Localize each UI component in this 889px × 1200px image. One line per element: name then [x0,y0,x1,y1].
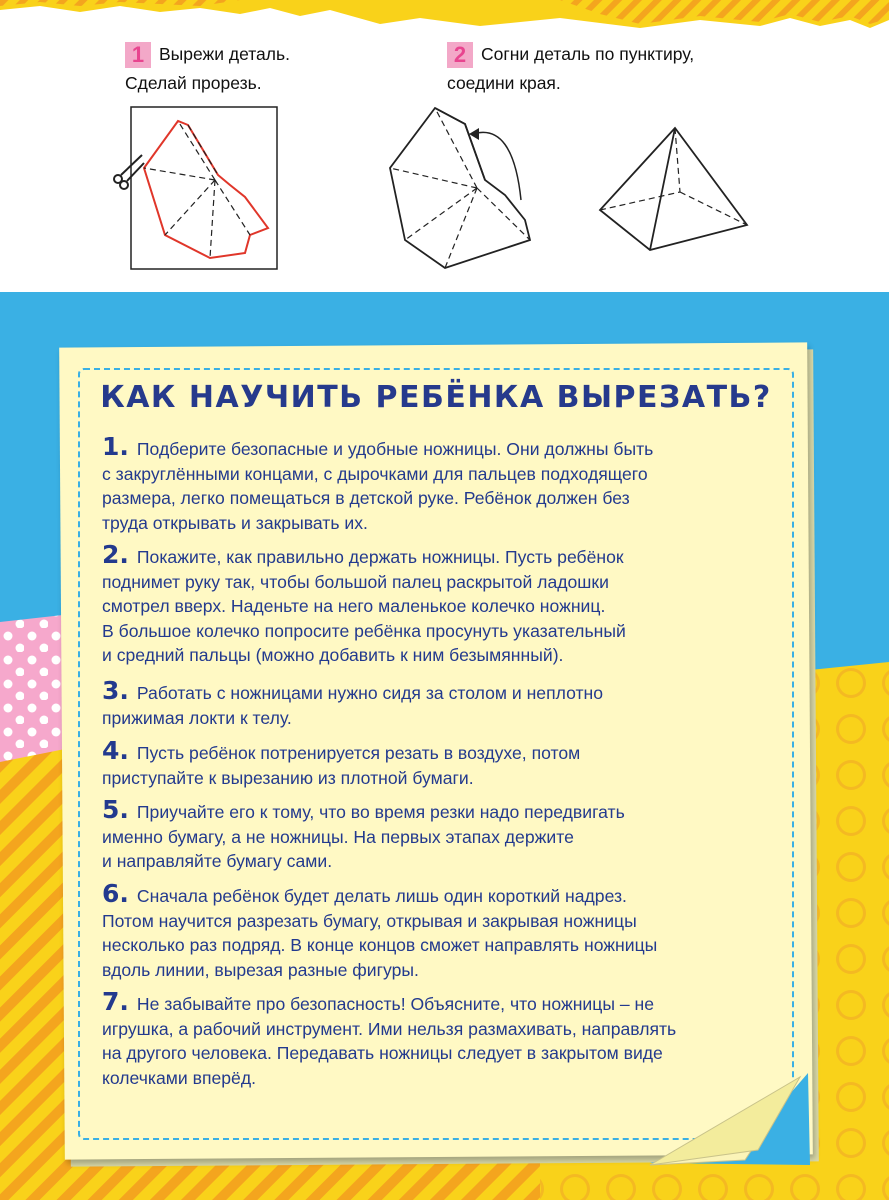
pyramid-diagram [595,120,755,255]
item-line: с закруглёнными концами, с дырочками для пальцев подходящего [102,463,648,484]
step-2-line-2: соедини края. [447,73,561,93]
item-line: Пусть ребёнок потренируется резать в воздухе, потом [136,743,581,763]
item-line: труда открывать и закрывать их. [102,512,368,533]
folding-diagram [385,100,555,275]
step-2-badge: 2 [447,42,473,68]
item-number: 3. [102,676,129,705]
list-item [102,540,782,668]
item-line: Работать с ножницами нужно сидя за столом и неплотно [136,683,604,703]
item-line: поднимет руку так, чтобы большой палец раскрытой ладошки [102,571,609,592]
item-number: 4. [102,736,129,765]
item-line: колечками вперёд. [102,1067,256,1088]
item-line: Не забывайте про безопасность! Объясните, что ножницы – не [136,994,655,1014]
step-1-badge: 1 [125,42,151,68]
item-line: на другого человека. Передавать ножницы следует в закрытом виде [102,1043,663,1063]
item-line: приступайте к вырезанию из плотной бумаги. [102,767,474,788]
item-line: Покажите, как правильно держать ножницы. Пусть ребёнок [136,547,624,567]
item-line: и средний пальцы (можно добавить к ним безымянный). [102,645,564,665]
item-line: игрушка, а рабочий инструмент. Ими нельзя размахивать, направлять [102,1018,677,1039]
step-2-line-1: Согни деталь по пунктиру, [481,44,695,64]
item-line: Приучайте его к тому, что во время резки надо передвигать [136,802,625,822]
list-item [102,432,782,535]
item-number: 2. [102,540,129,569]
item-line: Потом научится разрезать бумагу, открывая и закрывая ножницы [102,910,637,931]
list-item [102,736,782,790]
cutout-template-diagram [110,105,285,275]
top-decorative-strip [0,0,889,32]
list-item [102,879,782,982]
step-1-instruction [125,40,425,98]
item-number: 6. [102,879,129,908]
item-line: вдоль линии, вырезая разные фигуры. [102,959,419,980]
list-item [102,987,782,1090]
step-1-line-2: Сделай прорезь. [125,73,262,93]
item-line: несколько раз подряд. В конце концов сможет направлять ножницы [102,935,658,955]
item-line: именно бумагу, а не ножницы. На первых этапах держите [102,826,574,847]
step-2-instruction [447,40,787,98]
item-line: В большое колечко попросите ребёнка просунуть указательный [102,620,626,641]
item-line: размера, легко помещаться в детской руке. Ребёнок должен без [102,488,630,508]
item-line: смотрел вверх. Наденьте на него маленькое колечко ножниц. [102,596,606,616]
item-line: Подберите безопасные и удобные ножницы. Они должны быть [136,439,654,459]
list-item [102,676,782,730]
item-line: Сначала ребёнок будет делать лишь один короткий надрез. [136,886,627,906]
step-1-line-1: Вырежи деталь. [159,44,290,64]
item-line: прижимая локти к телу. [102,707,292,728]
item-number: 7. [102,987,129,1016]
item-line: и направляйте бумагу сами. [102,851,333,871]
item-number: 1. [102,432,129,461]
list-item [102,795,782,874]
card-title: КАК НАУЧИТЬ РЕБЁНКА ВЫРЕЗАТЬ? [100,380,772,415]
item-number: 5. [102,795,129,824]
